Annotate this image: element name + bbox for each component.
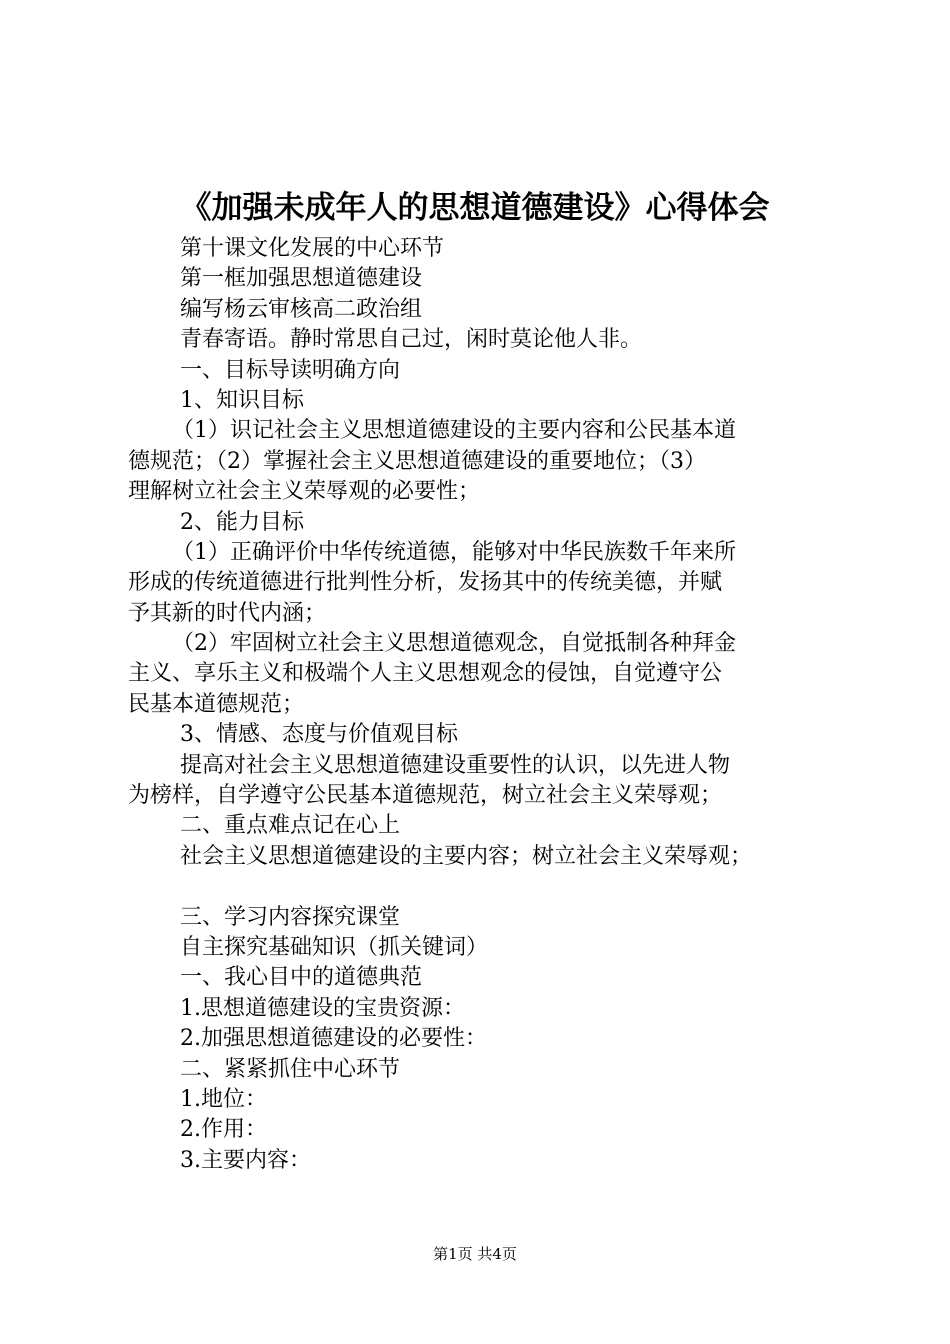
- page-footer: 第1页 共4页: [433, 1245, 517, 1263]
- document-body: [128, 234, 840, 1176]
- paragraph-line: （1）正确评价中华传统道德，能够对中华民族数千年来所: [172, 539, 736, 565]
- paragraph-line: 自主探究基础知识（抓关键词）: [180, 934, 489, 960]
- paragraph-line: 形成的传统道德进行批判性分析，发扬其中的传统美德，并赋: [128, 570, 723, 596]
- subsection-heading: 3、情感、态度与价值观目标: [180, 722, 458, 748]
- paragraph-line: （2）牢固树立社会主义思想道德观念，自觉抵制各种拜金: [172, 631, 736, 657]
- blank-line: [128, 872, 840, 902]
- paragraph-line: 为榜样，自学遵守公民基本道德规范，树立社会主义荣辱观；: [128, 783, 723, 809]
- paragraph-line: 主义、享乐主义和极端个人主义思想观念的侵蚀，自觉遵守公: [128, 661, 723, 687]
- paragraph-line: 民基本道德规范；: [128, 691, 305, 717]
- list-item: 1.地位：: [180, 1086, 267, 1112]
- list-item: 3.主要内容：: [180, 1147, 311, 1173]
- list-item: 1.思想道德建设的宝贵资源：: [180, 995, 465, 1021]
- list-item: 2.作用：: [180, 1117, 267, 1143]
- section-heading: 三、学习内容探究课堂: [180, 904, 401, 930]
- paragraph-line: 理解树立社会主义荣辱观的必要性；: [128, 479, 481, 505]
- paragraph-line: 德规范；（2）掌握社会主义思想道德建设的重要地位；（3）: [128, 448, 706, 474]
- list-item: 2.加强思想道德建设的必要性：: [180, 1026, 487, 1052]
- subsection-heading: 2、能力目标: [180, 509, 304, 535]
- document-title: 《加强未成年人的思想道德建设》心得体会: [180, 190, 770, 226]
- paragraph-line: 编写杨云审核高二政治组: [180, 296, 423, 322]
- section-heading: 二、重点难点记在心上: [180, 813, 401, 839]
- paragraph-line: （1）识记社会主义思想道德建设的主要内容和公民基本道: [172, 418, 736, 444]
- section-heading: 一、我心目中的道德典范: [180, 965, 423, 991]
- paragraph-line: 第一框加强思想道德建设: [180, 266, 423, 292]
- paragraph-line: 予其新的时代内涵；: [128, 600, 327, 626]
- paragraph-line: 提高对社会主义思想道德建设重要性的认识，以先进人物: [180, 752, 731, 778]
- paragraph-line: 第十课文化发展的中心环节: [180, 236, 445, 261]
- paragraph-line: 社会主义思想道德建设的主要内容；树立社会主义荣辱观；: [180, 843, 753, 869]
- paragraph-line: 青春寄语。静时常思自己过，闲时莫论他人非。: [180, 327, 643, 353]
- subsection-heading: 1、知识目标: [180, 387, 304, 413]
- section-heading: 二、紧紧抓住中心环节: [180, 1056, 401, 1082]
- section-heading: 一、目标导读明确方向: [180, 357, 401, 383]
